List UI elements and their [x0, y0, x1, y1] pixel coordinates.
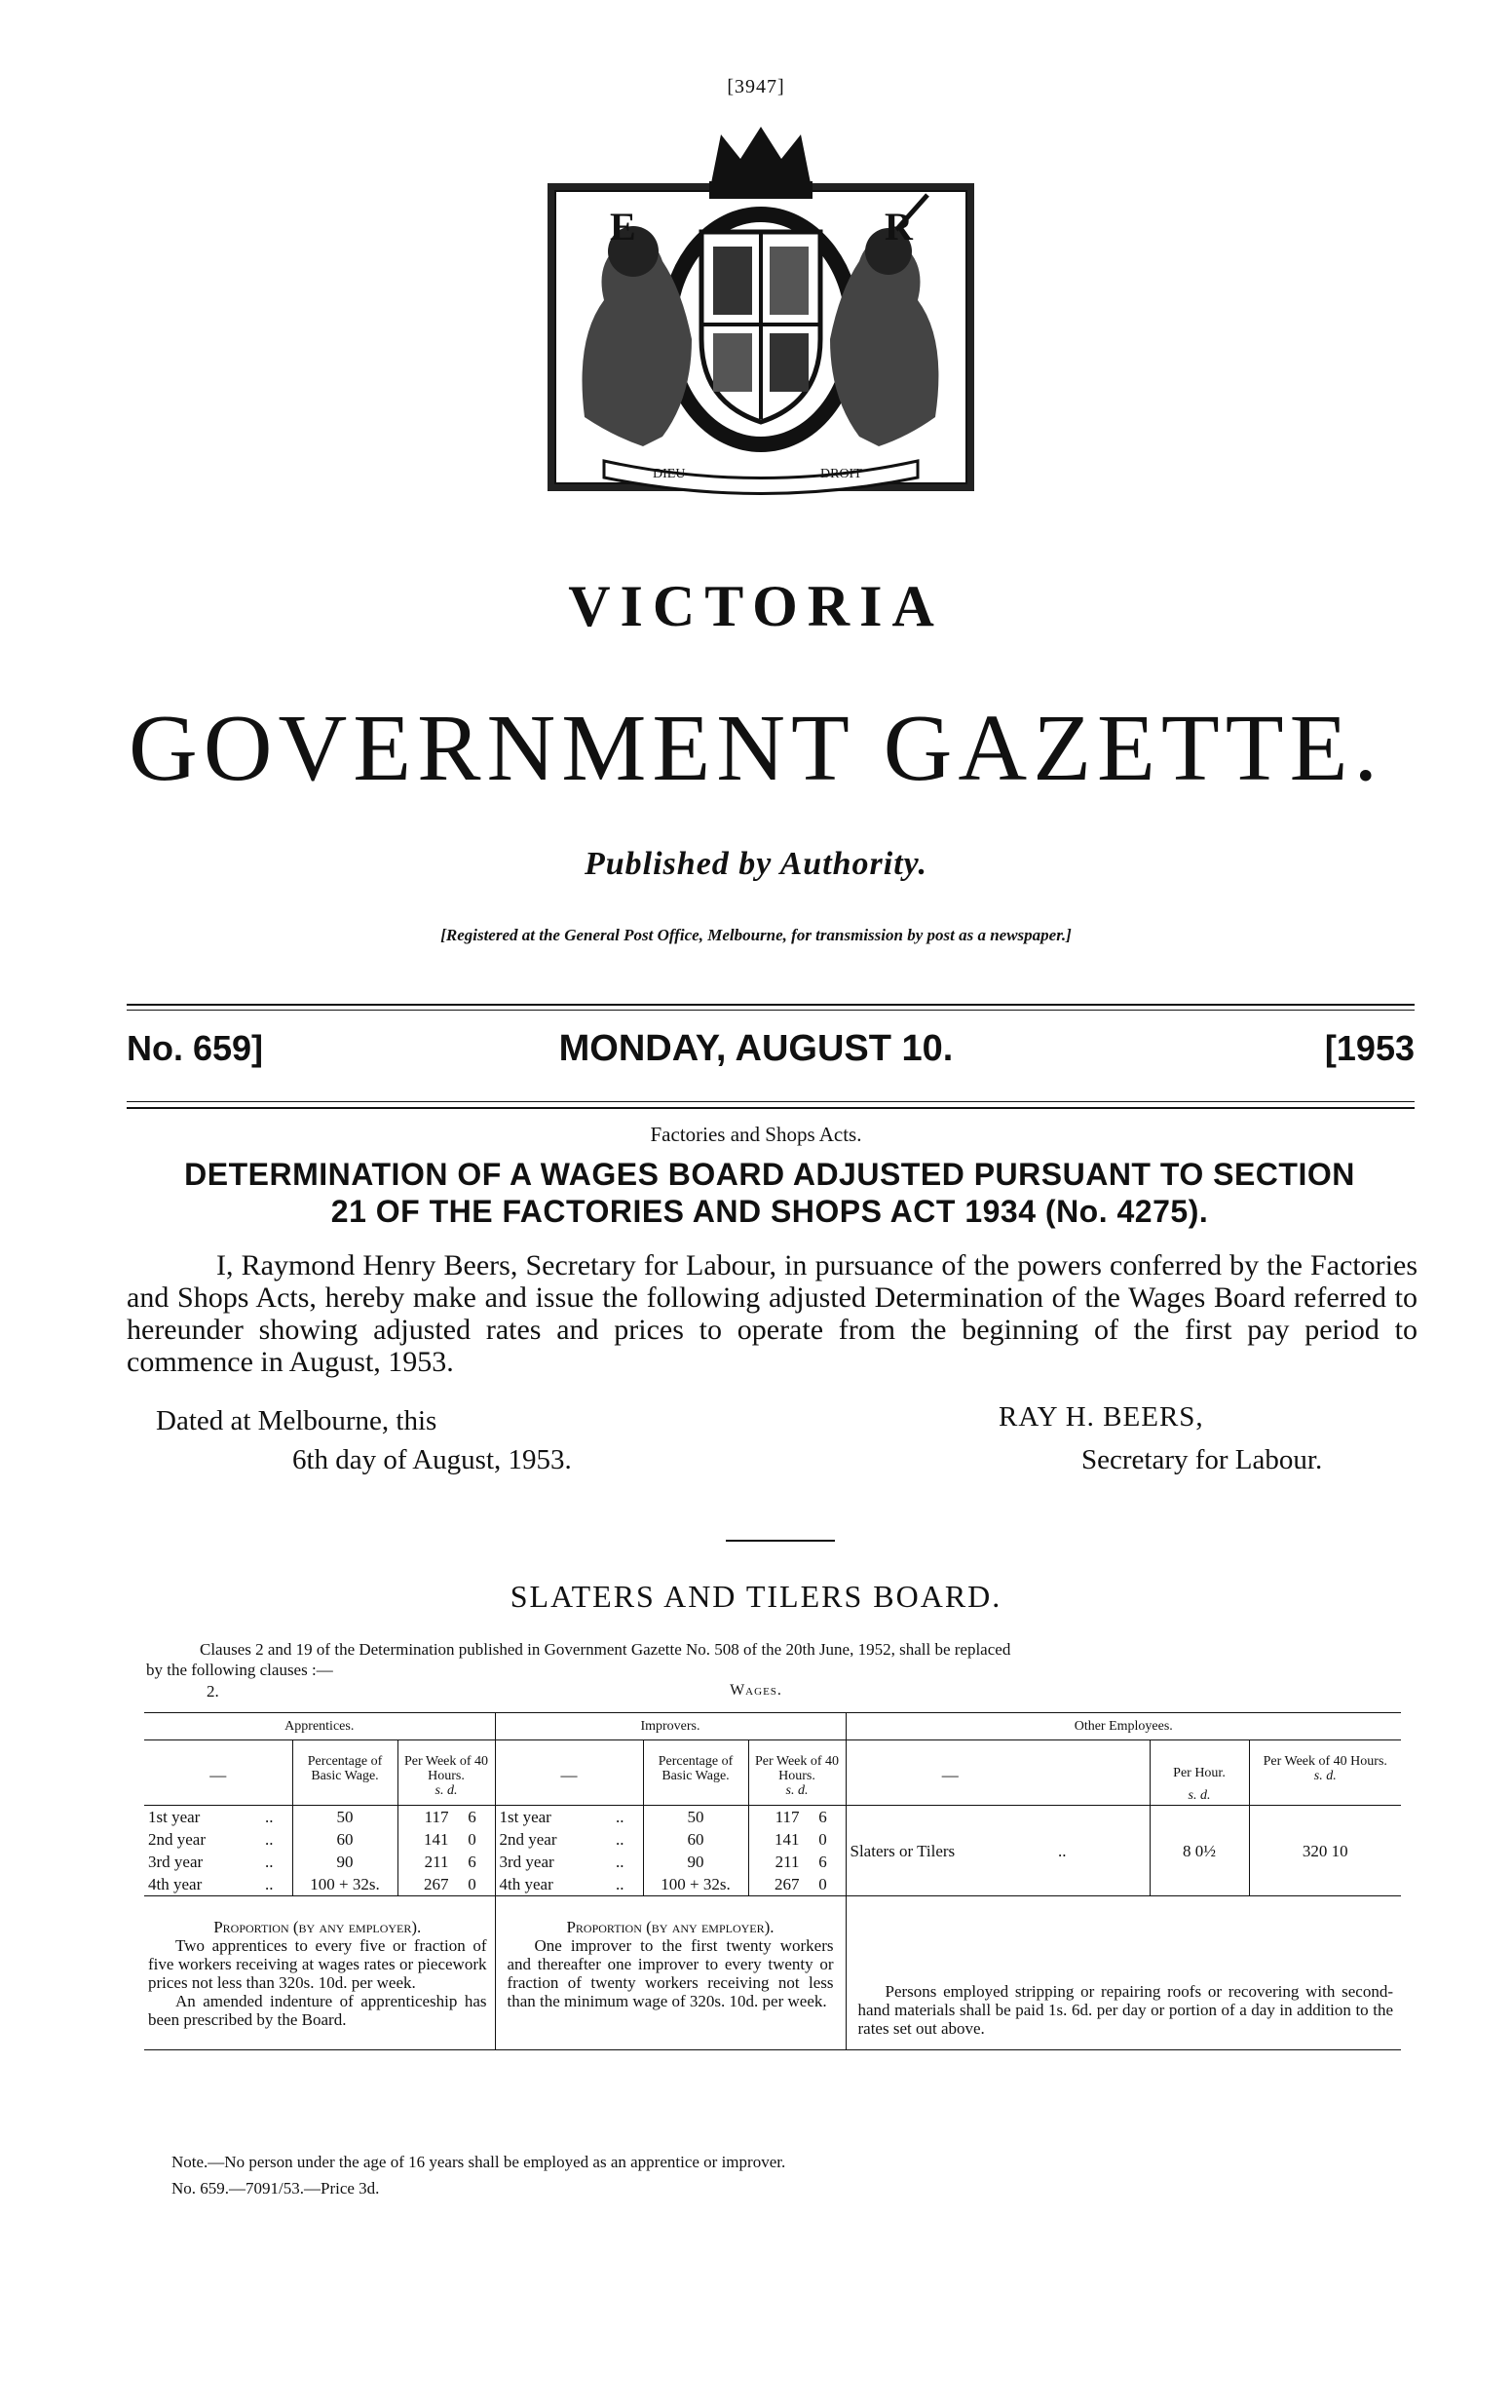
- apprentice-s: 267: [424, 1875, 449, 1893]
- board-intro-line1: Clauses 2 and 19 of the Determination published in Government Gazette No. 508 of the 20th June, 1952, shall be replaced: [200, 1640, 1011, 1659]
- improvers-proportion: [495, 1896, 846, 2050]
- improvers-proportion-heading: Proportion (by any employer).: [566, 1918, 775, 1936]
- apprentices-col-week-units: s. d.: [435, 1783, 458, 1798]
- other-col-week-units: s. d.: [1313, 1769, 1337, 1783]
- apprentices-proportion-heading: Proportion (by any employer).: [213, 1918, 422, 1936]
- improvers-col-week-label: Per Week of 40 Hours.: [754, 1754, 840, 1783]
- improvers-col-pct: Percentage of Basic Wage.: [643, 1740, 748, 1806]
- apprentice-pct: 90: [292, 1851, 397, 1873]
- apprentice-s: 211: [424, 1853, 449, 1871]
- improver-s: 117: [775, 1808, 800, 1826]
- other-col-hour-units: s. d.: [1188, 1788, 1211, 1803]
- notice-body: [127, 1249, 1418, 1378]
- improver-label: 3rd year: [495, 1851, 612, 1873]
- improvers-title: Improvers.: [495, 1713, 846, 1740]
- notice-acts: Factories and Shops Acts.: [650, 1123, 862, 1146]
- issue-year: [1953: [1324, 1028, 1415, 1068]
- apprentice-dots: ..: [265, 1808, 274, 1826]
- apprentice-pct: 50: [292, 1806, 397, 1829]
- apprentice-week: [397, 1851, 495, 1873]
- improver-dots: ..: [616, 1853, 624, 1871]
- other-col-hour: [1150, 1740, 1249, 1806]
- improver-d: 0: [818, 1875, 827, 1893]
- apprentices-indenture-text: An amended indenture of apprenticeship has been prescribed by the Board.: [148, 1992, 487, 2029]
- table-row: [144, 1806, 1401, 1829]
- improver-s: 141: [775, 1830, 800, 1849]
- apprentice-s: 117: [424, 1808, 449, 1826]
- improver-pct: 50: [643, 1806, 748, 1829]
- improvers-col-week-units: s. d.: [785, 1783, 809, 1798]
- issue-number: No. 659]: [127, 1028, 264, 1068]
- improver-dots: ..: [616, 1808, 624, 1826]
- apprentices-col-dash: —: [144, 1740, 292, 1806]
- improver-pct: 60: [643, 1828, 748, 1851]
- improver-pct: 100 + 32s.: [643, 1873, 748, 1896]
- footer-note: Note.—No person under the age of 16 years shall be employed as an apprentice or improver.: [171, 2153, 786, 2171]
- improver-d: 0: [818, 1830, 827, 1849]
- apprentices-col-pct: Percentage of Basic Wage.: [292, 1740, 397, 1806]
- notice-heading-line1: DETERMINATION OF A WAGES BOARD ADJUSTED PURSUANT TO SECTION: [184, 1157, 1355, 1192]
- apprentices-proportion-text: Two apprentices to every five or fraction of five workers receiving at wages rates or piecework prices not less than 320s. 10d. per week.: [148, 1936, 487, 1992]
- apprentice-d: 6: [468, 1853, 476, 1871]
- improver-d: 6: [818, 1853, 827, 1871]
- board-intro-line2: by the following clauses :—: [146, 1661, 333, 1679]
- other-note-text: Persons employed stripping or repairing roofs or recovering with second-hand materials shall be paid 1s. 6d. per day or portion of a day in addition to the rates set out above.: [857, 1982, 1393, 2038]
- signature-name: RAY H. BEERS,: [999, 1401, 1204, 1433]
- column-header-row: [144, 1740, 1401, 1806]
- apprentices-proportion: [144, 1896, 495, 2050]
- improver-label: 2nd year: [495, 1828, 612, 1851]
- apprentices-col-week: [397, 1740, 495, 1806]
- improver-week: [748, 1828, 846, 1851]
- apprentice-s: 141: [424, 1830, 449, 1849]
- masthead-registered: [Registered at the General Post Office, Melbourne, for transmission by post as a newspaper.]: [440, 926, 1072, 944]
- notice-heading-line2: 21 OF THE FACTORIES AND SHOPS ACT 1934 (No. 4275).: [330, 1194, 1209, 1229]
- proportion-row: [144, 1896, 1401, 2050]
- other-row-dots: ..: [1058, 1841, 1067, 1860]
- improver-label: 4th year: [495, 1873, 612, 1896]
- apprentice-label: 2nd year: [148, 1830, 207, 1849]
- board-intro: [146, 1639, 1403, 1680]
- apprentice-d: 0: [468, 1830, 476, 1849]
- apprentices-title: Apprentices.: [144, 1713, 495, 1740]
- masthead-state: VICTORIA: [568, 574, 944, 638]
- issue-bottom-rule: [127, 1107, 1415, 1109]
- issue-date: MONDAY, AUGUST 10.: [558, 1028, 954, 1069]
- improver-s: 211: [775, 1853, 800, 1871]
- apprentice-label: 3rd year: [148, 1853, 204, 1871]
- apprentice-week: [397, 1806, 495, 1829]
- apprentice-dots: ..: [265, 1853, 274, 1871]
- apprentice-dots: ..: [261, 1873, 292, 1896]
- wages-table: [144, 1712, 1401, 2050]
- notice-body-paragraph: I, Raymond Henry Beers, Secretary for Labour, in pursuance of the powers conferred by the Factories and Shops Acts, hereby make and issue the following adjusted Determination of the Wages Board referred to hereunder showing adjusted rates and prices to operate from the beginning of the first pay period to commence in August, 1953.: [127, 1249, 1418, 1378]
- other-col-week: [1249, 1740, 1401, 1806]
- apprentice-week: [397, 1828, 495, 1851]
- other-row-label: Slaters or Tilers: [846, 1806, 1054, 1896]
- other-col-dash: —: [846, 1740, 1054, 1806]
- improvers-col-dash: —: [495, 1740, 643, 1806]
- royal-coat-of-arms-icon: [546, 125, 976, 495]
- issue-top-rule-thin: [127, 1010, 1415, 1011]
- other-note: [846, 1896, 1401, 2050]
- page-number: [3947]: [727, 76, 785, 97]
- other-title: Other Employees.: [846, 1713, 1401, 1740]
- other-row-hour: 8 0½: [1150, 1806, 1249, 1896]
- improver-s: 267: [775, 1875, 800, 1893]
- improver-dots: ..: [612, 1873, 643, 1896]
- improver-week: [748, 1851, 846, 1873]
- improver-dots: ..: [616, 1830, 624, 1849]
- issue-top-rule: [127, 1004, 1415, 1006]
- improver-week: [748, 1873, 846, 1896]
- other-col-dots-spacer: [1054, 1740, 1150, 1806]
- crest-motto-droit: DROIT: [820, 467, 862, 481]
- crest-letter-r: R: [885, 205, 913, 248]
- improvers-proportion-text: One improver to the first twenty workers and thereafter one improver to every twenty or fraction of twenty workers receiving not less than the minimum wage of 320s. 10d. per week.: [507, 1936, 834, 2010]
- apprentice-d: 6: [468, 1808, 476, 1826]
- masthead-title: GOVERNMENT GAZETTE.: [128, 696, 1384, 801]
- footer-reference: No. 659.—7091/53.—Price 3d.: [171, 2179, 380, 2198]
- signature-title: Secretary for Labour.: [1081, 1444, 1323, 1475]
- improver-d: 6: [818, 1808, 827, 1826]
- apprentice-label: 1st year: [148, 1808, 201, 1826]
- apprentice-week: [397, 1873, 495, 1896]
- issue-bottom-rule-thin: [127, 1101, 1415, 1102]
- apprentice-dots: ..: [265, 1830, 274, 1849]
- dated-line2: 6th day of August, 1953.: [292, 1444, 572, 1475]
- wages-heading: Wages.: [730, 1682, 782, 1699]
- masthead-authority: Published by Authority.: [584, 846, 928, 882]
- board-title: SLATERS AND TILERS BOARD.: [510, 1579, 1002, 1614]
- improver-label: 1st year: [495, 1806, 612, 1829]
- other-col-week-label: Per Week of 40 Hours.: [1263, 1754, 1387, 1769]
- other-col-hour-label: Per Hour.: [1173, 1766, 1226, 1780]
- clause-number: 2.: [207, 1682, 219, 1701]
- improver-week: [748, 1806, 846, 1829]
- apprentice-pct: 60: [292, 1828, 397, 1851]
- dated-line1: Dated at Melbourne, this: [156, 1405, 437, 1436]
- notice-heading: [117, 1156, 1422, 1230]
- section-divider: [726, 1540, 835, 1542]
- crest-letter-e: E: [610, 205, 636, 248]
- group-header-row: [144, 1713, 1401, 1740]
- other-row-week: 320 10: [1249, 1806, 1401, 1896]
- improver-pct: 90: [643, 1851, 748, 1873]
- apprentice-pct: 100 + 32s.: [292, 1873, 397, 1896]
- apprentices-col-week-label: Per Week of 40 Hours.: [403, 1754, 489, 1783]
- improvers-col-week: [748, 1740, 846, 1806]
- apprentice-label: 4th year: [144, 1873, 261, 1896]
- crest-motto-dieu: DIEU: [653, 467, 686, 481]
- apprentice-d: 0: [468, 1875, 476, 1893]
